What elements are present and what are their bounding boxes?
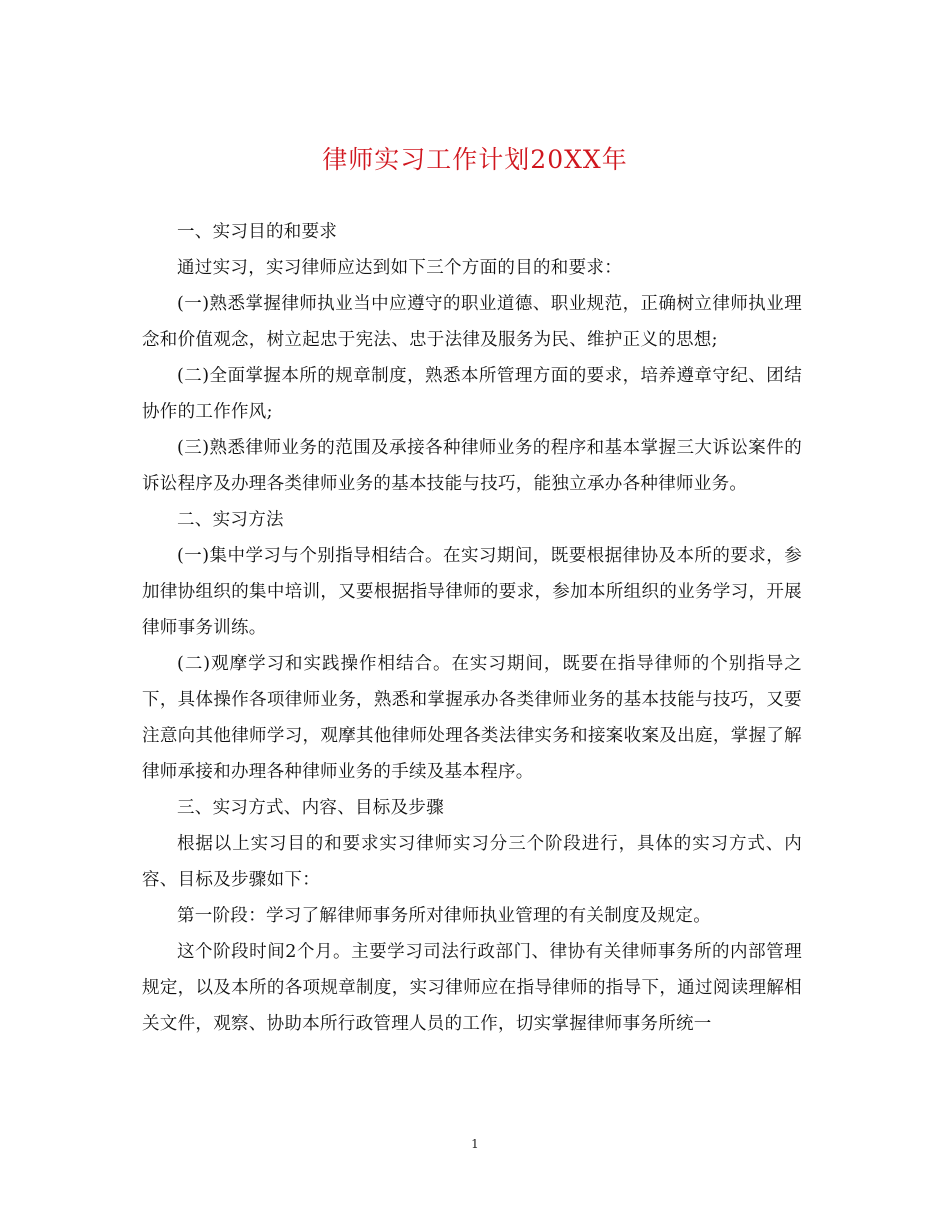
heading-purpose: 一、实习目的和要求 bbox=[177, 222, 338, 242]
paragraph-stage-1: 第一阶段：学习了解律师事务所对律师执业管理的有关制度及规定。 bbox=[177, 906, 711, 926]
heading-steps: 三、实习方式、内容、目标及步骤 bbox=[177, 798, 444, 818]
paragraph-method-2: (二)观摩学习和实践操作相结合。在实习期间，既要在指导律师的个别指导之下，具体操作各项律师业务，熟悉和掌握承办各类律师业务的基本技能与技巧，又要注意向其他律师学习，观摩其他律师处理各类法律实务和接案收案及出庭，掌握了解律师承接和办理各种律师业务的手续及基本程序。 bbox=[142, 654, 802, 782]
paragraph-item-3: (三)熟悉律师业务的范围及承接各种律师业务的程序和基本掌握三大诉讼案件的诉讼程序及办理各类律师业务的基本技能与技巧，能独立承办各种律师业务。 bbox=[142, 438, 802, 494]
document-title: 律师实习工作计划20XX年 bbox=[322, 145, 628, 174]
paragraph-steps-intro: 根据以上实习目的和要求实习律师实习分三个阶段进行，具体的实习方式、内容、目标及步骤如下： bbox=[142, 834, 802, 890]
paragraph-stage-1-detail: 这个阶段时间2个月。主要学习司法行政部门、律协有关律师事务所的内部管理规定，以及本所的各项规章制度，实习律师应在指导律师的指导下，通过阅读理解相关文件，观察、协助本所行政管理人员的工作，切实掌握律师事务所统一 bbox=[142, 942, 802, 1034]
page-number: 1 bbox=[471, 1137, 479, 1151]
heading-method: 二、实习方法 bbox=[177, 510, 284, 530]
paragraph-item-1: (一)熟悉掌握律师执业当中应遵守的职业道德、职业规范，正确树立律师执业理念和价值观念，树立起忠于宪法、忠于法律及服务为民、维护正义的思想; bbox=[142, 294, 802, 350]
paragraph-item-2: (二)全面掌握本所的规章制度，熟悉本所管理方面的要求，培养遵章守纪、团结协作的工作作风; bbox=[142, 366, 802, 422]
paragraph-method-1: (一)集中学习与个别指导相结合。在实习期间，既要根据律协及本所的要求，参加律协组织的集中培训，又要根据指导律师的要求，参加本所组织的业务学习，开展律师事务训练。 bbox=[142, 546, 802, 638]
document-body bbox=[142, 214, 802, 1042]
paragraph-intro: 通过实习，实习律师应达到如下三个方面的目的和要求： bbox=[177, 258, 622, 278]
